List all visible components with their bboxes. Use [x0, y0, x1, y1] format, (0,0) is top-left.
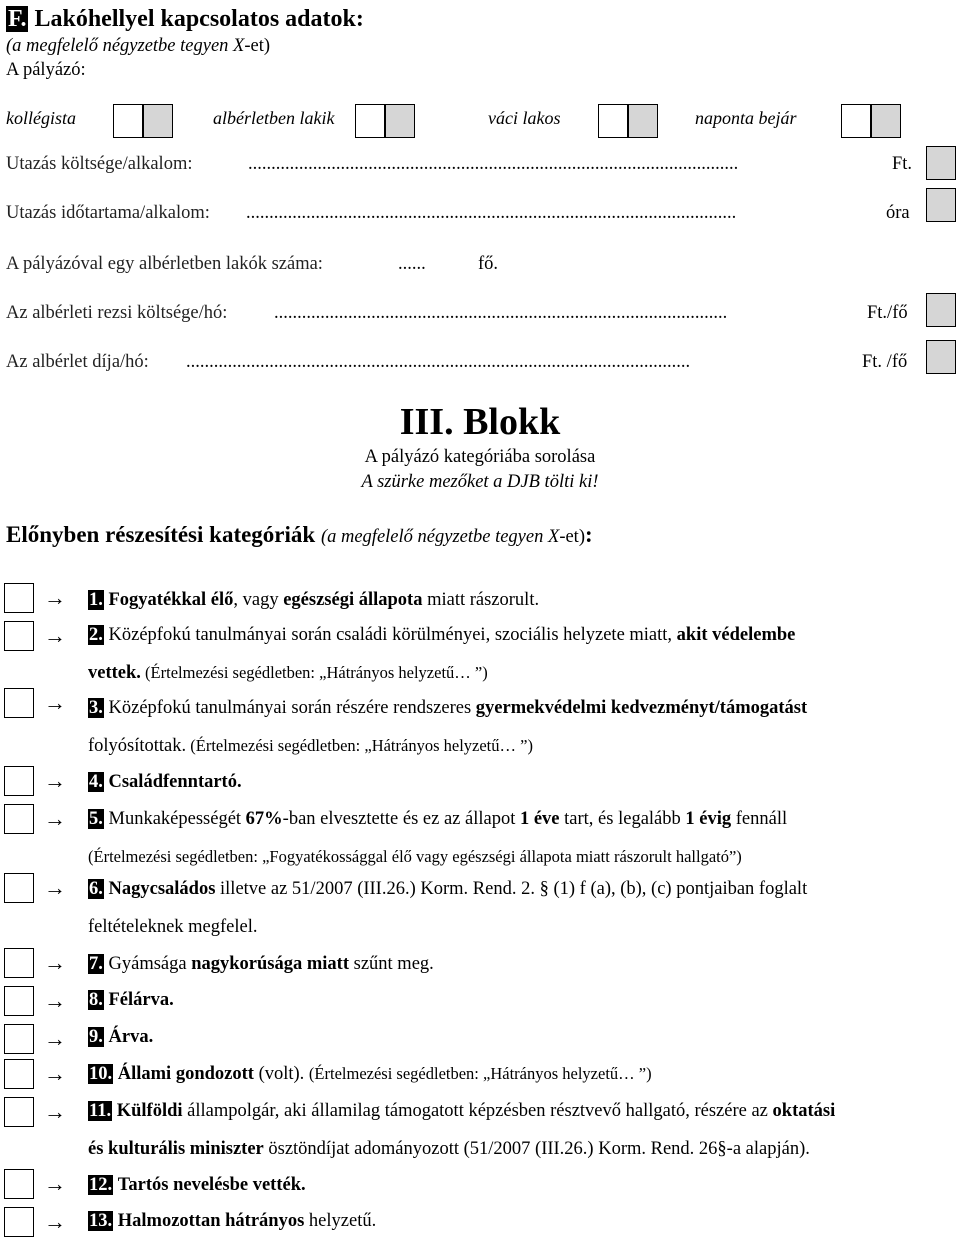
category-7-text [88, 954, 434, 975]
travel-cost-dots[interactable]: .......................................................................................................... [248, 154, 739, 174]
category-text-part: (Értelmezési segédletben: „Hátrányos helyzetű… ”) [186, 736, 533, 755]
travel-time-djb-box [926, 188, 956, 222]
category-text-part: tart, és legalább [559, 809, 686, 829]
category-text-part: Árva. [108, 1027, 154, 1047]
travel-time-dots[interactable]: .......................................................................................................... [246, 203, 737, 223]
category-text-part: Félárva. [108, 990, 174, 1010]
category-text-part: Halmozottan hátrányos [117, 1211, 305, 1231]
option-alberlet-label: albérletben lakik [213, 108, 335, 128]
category-text-part: Nagycsaládos [108, 879, 216, 899]
category-text-part: fennáll [731, 809, 788, 829]
category-2-checkbox[interactable] [4, 621, 34, 651]
category-text-part: (Értelmezési segédletben: „Fogyatékossággal élő vagy egészségi állapota miatt rászorult hallgató”) [88, 847, 742, 866]
utility-cost-row: Az albérleti rezsi költsége/hó: [6, 303, 228, 323]
category-text-part: -ban elvesztette és ez az állapot [282, 809, 520, 829]
category-3-text [88, 698, 807, 719]
category-10-text [88, 1064, 652, 1085]
category-3-text-continued [88, 736, 533, 757]
category-number: 3. [89, 698, 103, 718]
category-11-text-continued [88, 1139, 810, 1160]
category-number: 11. [89, 1101, 112, 1121]
arrow-icon: → [44, 950, 66, 975]
category-text-part: és kulturális miniszter [88, 1139, 264, 1159]
utility-cost-unit: Ft./fő [867, 303, 908, 323]
category-text-part: Középfokú tanulmányai során részére rendszeres [108, 698, 476, 718]
category-4-checkbox[interactable] [4, 766, 34, 796]
category-5-text-continued [88, 847, 742, 868]
arrow-icon: → [44, 1171, 66, 1196]
arrow-icon: → [44, 875, 66, 900]
travel-cost-unit: Ft. [892, 154, 913, 174]
arrow-icon: → [44, 1209, 66, 1234]
applicant-label: A pályázó: [6, 60, 86, 80]
category-8-text [88, 990, 174, 1011]
category-text-part: gyermekvédelmi kedvezményt/támogatást [475, 698, 808, 718]
roommates-row: A pályázóval egy albérletben lakók száma: [6, 254, 323, 274]
category-text-part: akit védelembe [676, 625, 796, 645]
category-6-checkbox[interactable] [4, 873, 34, 903]
travel-cost-djb-box [926, 146, 956, 180]
category-text-part: 1 éve [519, 809, 560, 829]
category-text-part: , vagy [233, 590, 284, 610]
category-12-checkbox[interactable] [4, 1169, 34, 1199]
category-3-checkbox[interactable] [4, 688, 34, 718]
arrow-icon: → [44, 623, 66, 648]
category-text-part: szűnt meg. [349, 954, 434, 974]
category-1-text [88, 590, 539, 611]
category-number: 4. [89, 772, 103, 792]
travel-time-unit: óra [886, 203, 910, 223]
category-7-checkbox[interactable] [4, 948, 34, 978]
category-number: 2. [89, 625, 103, 645]
utility-cost-dots[interactable]: .................................................................................................. [274, 303, 728, 323]
arrow-icon: → [44, 768, 66, 793]
category-13-text [88, 1211, 376, 1232]
arrow-icon: → [44, 585, 66, 610]
option-vaci-label: váci lakos [488, 108, 561, 128]
category-number: 6. [89, 879, 103, 899]
category-number: 7. [89, 954, 103, 974]
category-number: 8. [89, 990, 103, 1010]
category-text-part: (volt). [253, 1064, 309, 1084]
travel-cost-row: Utazás költsége/alkalom: [6, 154, 193, 174]
category-11-checkbox[interactable] [4, 1097, 34, 1127]
category-6-text-continued [88, 917, 258, 938]
block-subtitle: A pályázó kategóriába sorolása [364, 447, 596, 467]
category-5-checkbox[interactable] [4, 804, 34, 834]
rent-row: Az albérlet díja/hó: [6, 352, 149, 372]
category-text-part: egészségi állapota [283, 590, 423, 610]
category-9-checkbox[interactable] [4, 1024, 34, 1054]
category-text-part: Külföldi [116, 1101, 183, 1121]
category-text-part: Tartós nevelésbe vették. [117, 1175, 306, 1195]
arrow-icon: → [44, 806, 66, 831]
category-13-checkbox[interactable] [4, 1207, 34, 1237]
categories-heading: Előnyben részesítési kategóriák (a megfelelő négyzetbe tegyen X-et): [6, 522, 593, 547]
category-text-part: állampolgár, aki államilag támogatott képzésben résztvevő hallgató, részére az [182, 1101, 773, 1121]
arrow-icon: → [44, 1099, 66, 1124]
category-2-text [88, 625, 795, 646]
category-text-part: helyzetű. [304, 1211, 377, 1231]
category-text-part: (Értelmezési segédletben: „Hátrányos helyzetű… ”) [308, 1064, 652, 1083]
arrow-icon: → [44, 988, 66, 1013]
option-vaci-checkbox[interactable] [598, 104, 628, 138]
arrow-icon: → [44, 1026, 66, 1051]
option-vaci-djb-box [628, 104, 658, 138]
rent-djb-box [926, 340, 956, 374]
option-alberlet-checkbox[interactable] [355, 104, 385, 138]
category-text-part: folyósítottak. [88, 736, 187, 756]
category-number: 1. [89, 590, 103, 610]
category-8-checkbox[interactable] [4, 986, 34, 1016]
category-5-text [88, 809, 787, 830]
rent-unit: Ft. /fő [862, 352, 908, 372]
category-text-part: miatt rászorult. [422, 590, 540, 610]
travel-time-row: Utazás időtartama/alkalom: [6, 203, 210, 223]
category-text-part: Fogyatékkal élő [108, 590, 234, 610]
option-kollegista-label: kollégista [6, 108, 76, 128]
category-text-part: illetve az 51/2007 (III.26.) Korm. Rend. 2. § (1) f (a), (b), (c) pontjaiban foglalt [215, 879, 808, 899]
category-text-part: feltételeknek megfelel. [88, 917, 258, 937]
category-text-part: nagykorúsága miatt [191, 954, 349, 974]
category-number: 10. [89, 1064, 113, 1084]
category-text-part: Gyámsága [108, 954, 192, 974]
category-text-part: oktatási [772, 1101, 836, 1121]
utility-cost-djb-box [926, 293, 956, 327]
category-9-text [88, 1027, 153, 1048]
option-kollegista-checkbox[interactable] [113, 104, 143, 138]
section-letter: F. [8, 6, 27, 32]
category-text-part: 67% [245, 809, 283, 829]
category-11-text [88, 1101, 835, 1122]
option-bejar-checkbox[interactable] [841, 104, 871, 138]
category-1-checkbox[interactable] [4, 583, 34, 613]
section-title-text: Lakóhellyel kapcsolatos adatok: [34, 6, 364, 32]
block-title: III. Blokk [399, 401, 561, 443]
category-text-part: Középfokú tanulmányai során családi körülményei, szociális helyzete miatt, [108, 625, 677, 645]
category-text-part: Állami gondozott [117, 1064, 254, 1084]
option-alberlet-djb-box [385, 104, 415, 138]
category-6-text [88, 879, 807, 900]
rent-dots[interactable]: ............................................................................................................. [186, 352, 691, 372]
category-number: 13. [89, 1211, 113, 1231]
arrow-icon: → [44, 690, 66, 715]
arrow-icon: → [44, 1061, 66, 1086]
option-kollegista-djb-box [143, 104, 173, 138]
option-bejar-label: naponta bejár [695, 108, 797, 128]
section-f-title [6, 6, 364, 33]
section-f-note: (a megfelelő négyzetbe tegyen X-et) [6, 36, 271, 56]
category-12-text [88, 1175, 306, 1196]
category-4-text [88, 772, 242, 793]
category-text-part: vettek. [88, 663, 141, 683]
category-number: 5. [89, 809, 103, 829]
category-text-part: Családfenntartó. [108, 772, 242, 792]
category-text-part: 1 évig [685, 809, 732, 829]
roommates-dots[interactable]: ...... [398, 254, 426, 274]
category-text-part: Munkaképességét [108, 809, 246, 829]
block-note: A szürke mezőket a DJB tölti ki! [361, 472, 599, 492]
roommates-unit: fő. [478, 254, 499, 274]
option-bejar-djb-box [871, 104, 901, 138]
category-text-part: ösztöndíjat adományozott (51/2007 (III.26.) Korm. Rend. 26§-a alapján). [263, 1139, 810, 1159]
category-2-text-continued [88, 663, 488, 684]
category-number: 12. [89, 1175, 113, 1195]
category-number: 9. [89, 1027, 103, 1047]
category-10-checkbox[interactable] [4, 1059, 34, 1089]
category-text-part: (Értelmezési segédletben: „Hátrányos helyzetű… ”) [140, 663, 488, 682]
